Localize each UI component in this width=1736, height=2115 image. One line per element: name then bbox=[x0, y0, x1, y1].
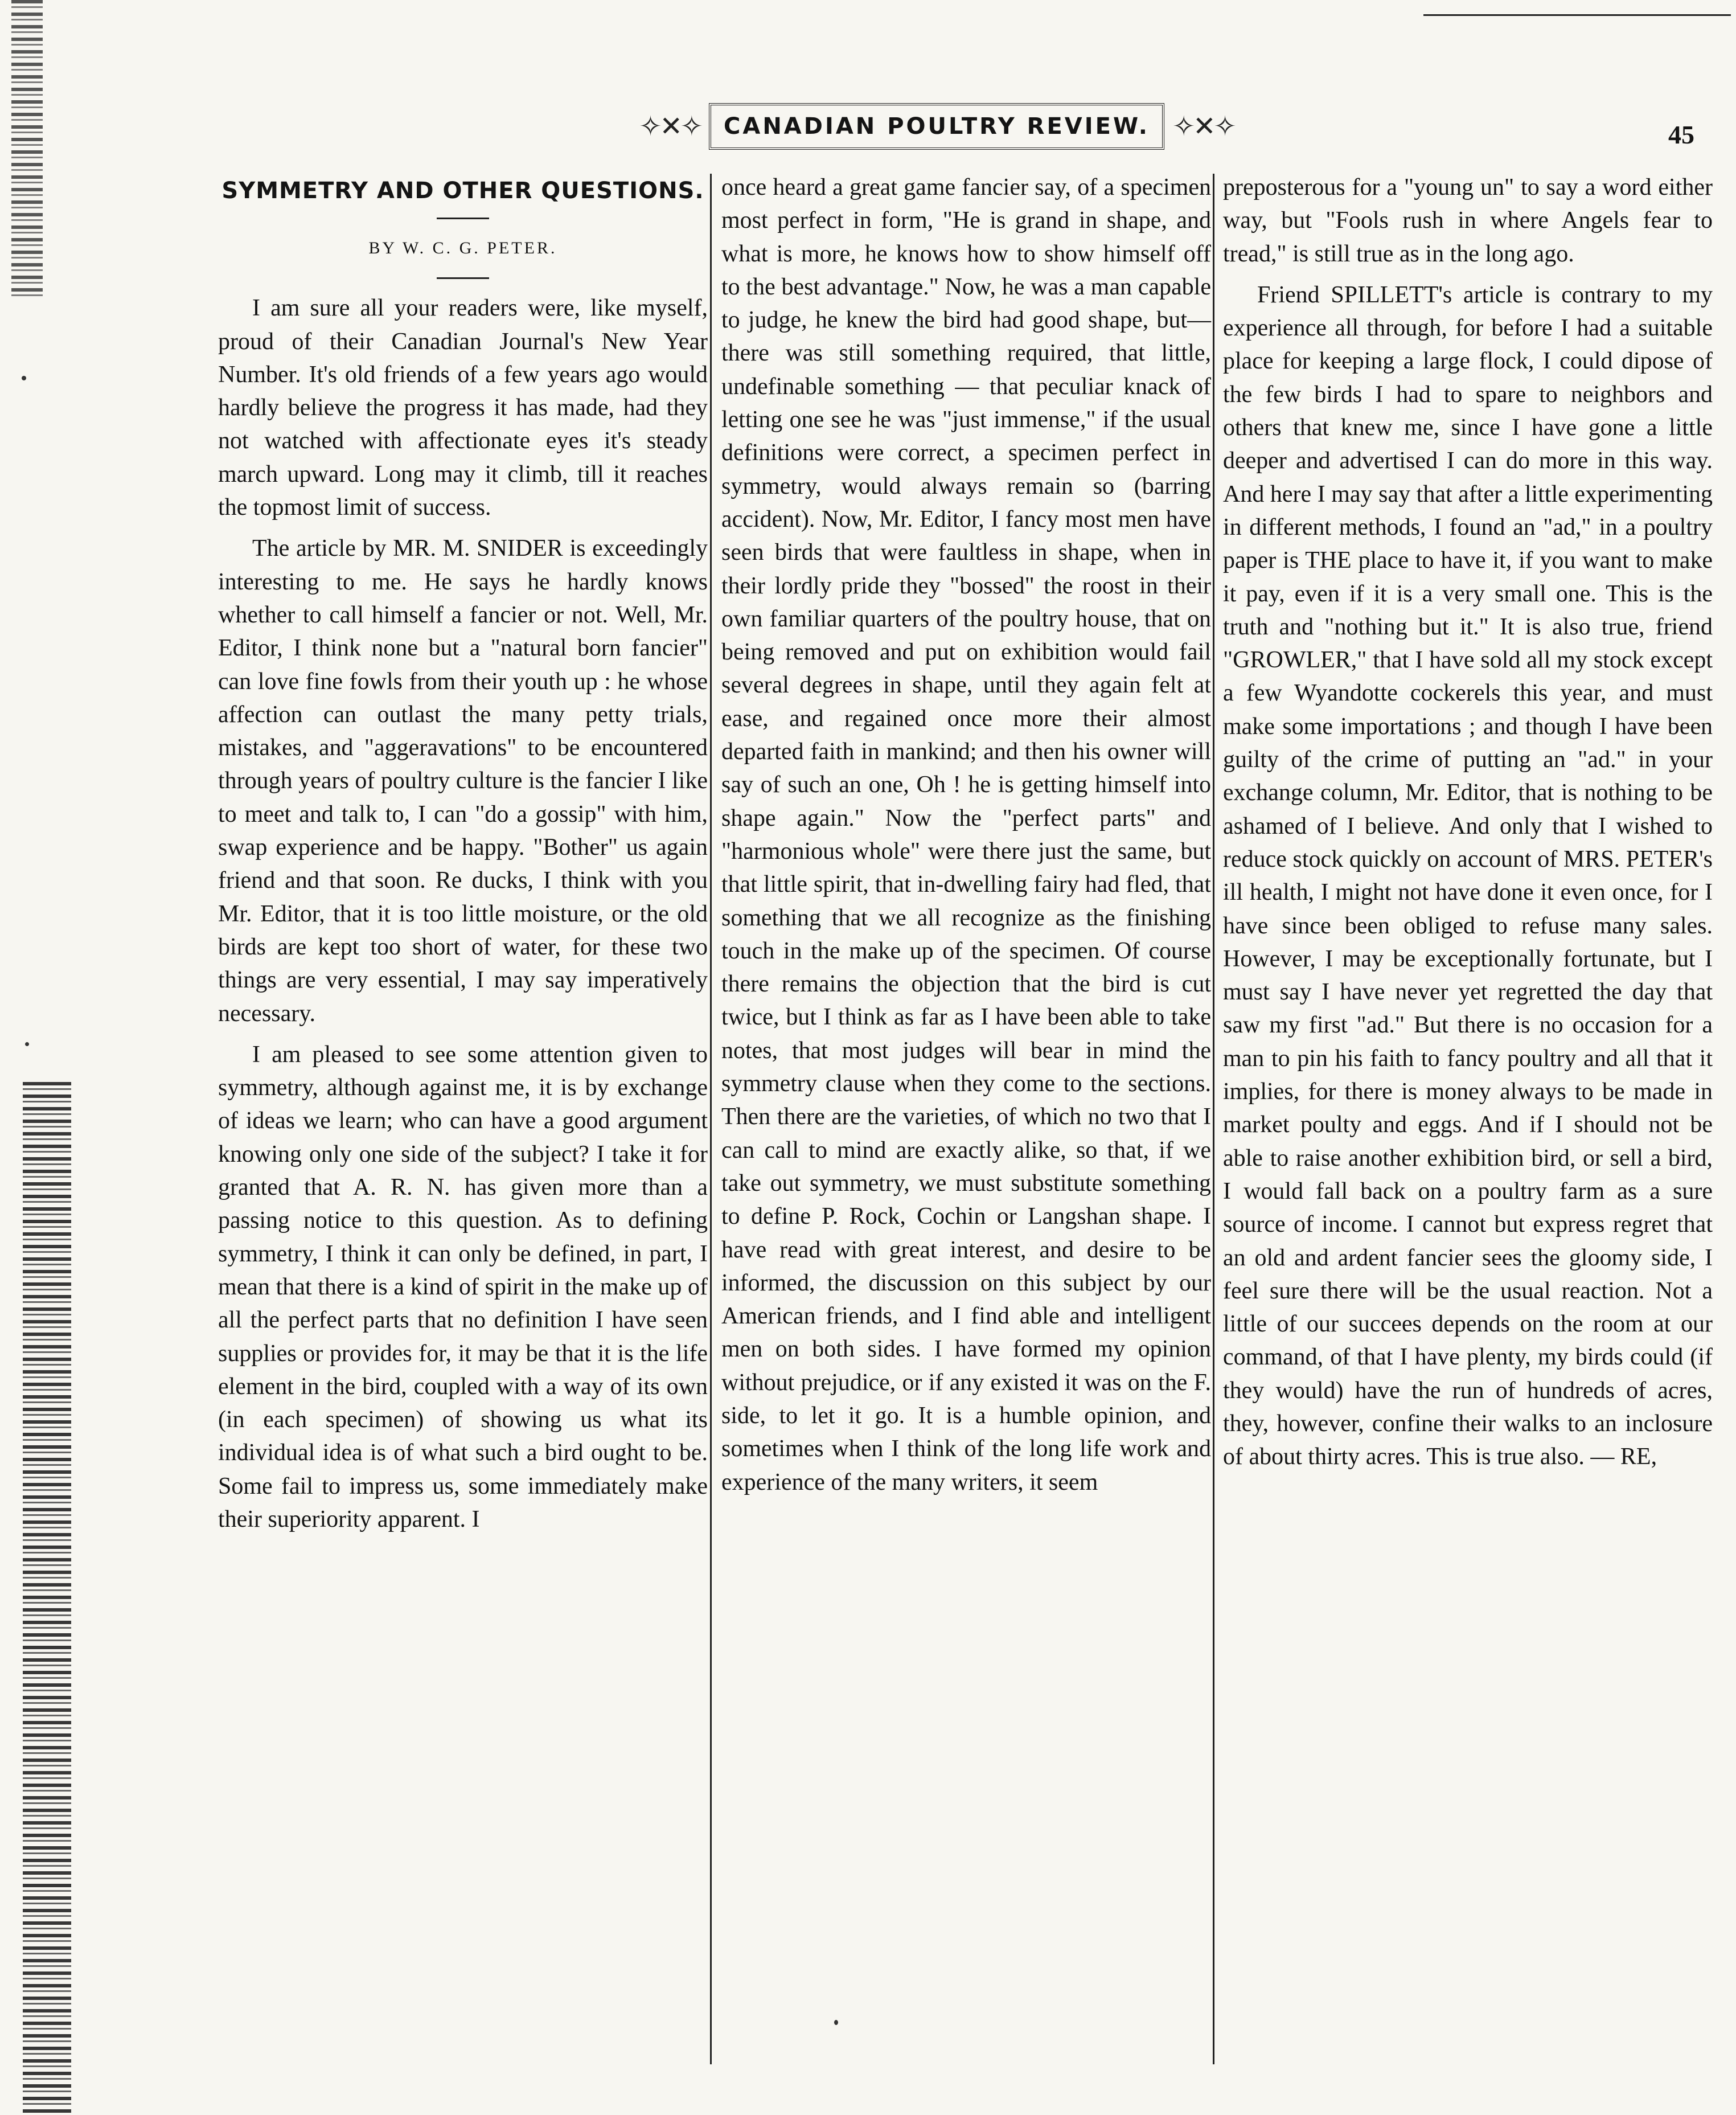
column-1 bbox=[218, 171, 708, 2073]
column-divider bbox=[710, 174, 712, 2064]
article-title: SYMMETRY AND OTHER QUESTIONS. bbox=[221, 178, 704, 204]
scan-edge-top bbox=[11, 0, 43, 296]
column-2 bbox=[721, 171, 1211, 2073]
ornament-left-icon: ✧✕✧ bbox=[639, 112, 701, 142]
page-number: 45 bbox=[1668, 120, 1694, 149]
paragraph: I am pleased to see some attention given to symmetry, although against me, it is by exchange of ideas we learn; who can have a good argument knowing only one side of the subject? I take it for granted that A. R. N. has given more than a passing notice to this question. As to defining symmetry, I think it can only be defined, in part, I mean that there is a kind of spirit in the make up of all the perfect parts that no definition I have seen supplies or provides for, it may be that it is the life element in the bird, coupled with a way of its own (in each specimen) of showing us what its individual idea is of what such a bird ought to be. Some fail to impress us, some immediately make their superiority apparent. I bbox=[218, 1041, 708, 1532]
scan-speck bbox=[25, 1042, 29, 1046]
scan-edge-bottom bbox=[23, 1082, 71, 2115]
column-3 bbox=[1223, 171, 1713, 2073]
paragraph: once heard a great game fancier say, of a specimen most perfect in form, "He is grand in shape, and what is more, he knows how to show himself off to the best advantage." Now, he was a man capable to judge, he knew the bird had good shape, but—there was still something required, that little, undefinable something — that peculiar knack of letting one see he was "just immense," if the usual definitions were correct, a specimen perfect in symmetry, would always remain so (barring accident). Now, Mr. Editor, I fancy most men have seen birds that were faultless in shape, when in their lordly pride they "bossed" the roost in their own familiar quarters of the poultry house, that on being removed and put on exhibition would fail several degrees in shape, until they again felt at ease, and regained once more their almost departed faith in mankind; and then his owner will say of such an one, Oh ! he is getting himself into shape again." Now the "perfect parts" and "harmonious whole" were there just the same, but that little spirit, that in-dwelling fairy had fled, that something that we all recognize as the finishing touch in the make up of the specimen. Of course there remains the objection that the bird is cut twice, but I think as far as I have been able to take notes, that most judges will bear in mind the symmetry clause when they come to the sections. Then there are the varieties, of which no two that I can call to mind are exactly alike, so that, if we take out symmetry, we must substitute something to define P. Rock, Cochin or Langshan shape. I have read with great interest, and desire to be informed, the discussion on this subject by our American friends, and I find able and intelligent men on both sides. I have formed my opinion without prejudice, or if any existed it was on the F. side, to let it go. It is a humble opinion, and sometimes when I think of the long life work and experience of the many writers, it seem bbox=[721, 174, 1211, 1495]
article-byline: BY W. C. G. PETER. bbox=[368, 239, 557, 257]
ornament-right-icon: ✧✕✧ bbox=[1172, 112, 1234, 142]
paragraph: I am sure all your readers were, like myself, proud of their Canadian Journal's New Year Number. It's old friends of a few years ago would hardly believe the progress it has made, had they not watched with affectionate eyes it's steady march upward. Long may it climb, till it reaches the topmost limit of success. bbox=[218, 295, 708, 521]
scan-speck bbox=[22, 376, 26, 380]
paragraph: The article by MR. M. SNIDER is exceedingly interesting to me. He says he hardly knows whether to call himself a fancier or not. Well, Mr. Editor, I think none but a "natural born fancier" can love fine fowls from their youth up : he whose affection can outlast the many petty trials, mistakes, and "aggeravations" to be encountered through years of poultry culture is the fancier I like to meet and talk to, I can "do a gossip" with him, swap experience and be happy. "Bother" us again friend and that soon. Re ducks, I think with you Mr. Editor, that it is too little moisture, or the old birds are kept too short of water, for these two things are very essential, I may say imperatively necessary. bbox=[218, 535, 708, 1027]
top-rule bbox=[1423, 14, 1731, 16]
masthead-title: CANADIAN POULTRY REVIEW. bbox=[709, 103, 1164, 150]
byline-dash bbox=[437, 277, 489, 279]
title-dash bbox=[437, 218, 489, 219]
paragraph: Friend SPILLETT's article is contrary to my experience all through, for before I had a suitable place for keeping a large flock, I could dipose of the few birds I had to spare to neighbors and others that knew me, since I have gone a little deeper and advertised I can do more in this way. And here I may say that after a little experimenting in different methods, I found an "ad," in a poultry paper is THE place to have it, if you want to make it pay, even if it is a very small one. This is the truth and "nothing but it." It is also true, friend "GROWLER," that I have sold all my stock except a few Wyandotte cockerels this year, and must make some importations ; and though I have been guilty of the crime of putting an "ad." in your exchange column, Mr. Editor, that is nothing to be ashamed of I believe. And only that I wished to reduce stock quickly on account of MRS. PETER's ill health, I might not have done it even once, for I have since been obliged to refuse many sales. However, I may be exceptionally fortunate, but I must say I have never yet regretted the day that saw my first "ad." But there is no occasion for a man to pin his faith to fancy poultry and all that it implies, for there is money always to be made in market poulty and eggs. And if I should not be able to raise another exhibition bird, or sell a bird, I would fall back on a poultry farm as a sure source of income. I cannot but express regret that an old and ardent fancier sees the gloomy side, I feel sure there will be the usual reaction. Not a little of our succees depends on the room at our command, of that I have plenty, my birds could (if they would) have the run of hundreds of acres, they, however, confine their walks to an inclosure of about thirty acres. This is true also. — RE, bbox=[1223, 281, 1713, 1470]
masthead bbox=[639, 96, 1234, 157]
column-divider bbox=[1213, 174, 1214, 2064]
paragraph: preposterous for a "young un" to say a word either way, but "Fools rush in where Angels fear to tread," is still true as in the long ago. bbox=[1223, 174, 1713, 267]
